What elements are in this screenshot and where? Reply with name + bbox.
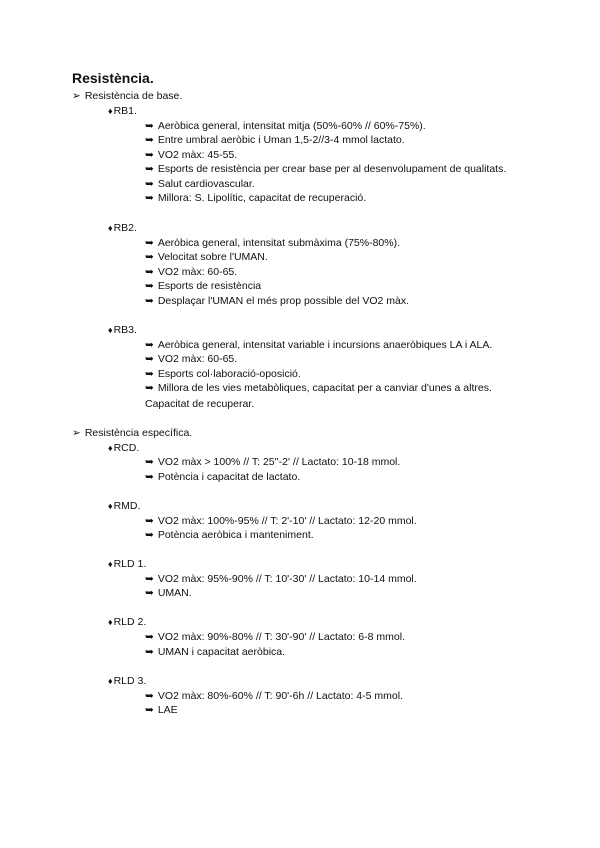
arrow-icon: ➥ <box>145 704 154 716</box>
item-heading-rld3 <box>108 675 146 687</box>
arrow-icon: ➥ <box>145 690 154 702</box>
item-heading-rcd <box>108 442 139 454</box>
arrowhead-icon: ➢ <box>72 427 81 439</box>
arrow-icon: ➥ <box>145 382 154 394</box>
list-item-text: VO2 màx: 100%-95% // T: 2'-10' // Lactato: 12-20 mmol. <box>157 515 417 527</box>
arrow-icon: ➥ <box>145 515 154 527</box>
item-label: RB1. <box>113 105 137 117</box>
continuation-text: Capacitat de recuperar. <box>145 398 255 410</box>
list-item <box>145 251 268 263</box>
list-item <box>145 163 506 175</box>
list-item <box>145 134 405 146</box>
list-item-text: VO2 màx: 90%-80% // T: 30'-90' // Lactato: 6-8 mmol. <box>157 631 405 643</box>
list-item <box>145 573 417 585</box>
list-item-text: UMAN. <box>157 587 192 599</box>
item-label: RB3. <box>113 324 137 336</box>
list-item-text: LAE <box>157 704 178 716</box>
list-item <box>145 149 237 161</box>
diamond-icon: ♦ <box>108 501 113 511</box>
list-item-text: Potència i capacitat de lactato. <box>157 471 301 483</box>
arrow-icon: ➥ <box>145 368 154 380</box>
list-item <box>145 280 261 292</box>
list-item-text: Potència aeròbica i manteniment. <box>157 529 314 541</box>
arrow-icon: ➥ <box>145 587 154 599</box>
list-item <box>145 295 409 307</box>
list-item-text: Entre umbral aeròbic i Uman 1,5-2//3-4 mmol lactato. <box>157 134 405 146</box>
diamond-icon: ♦ <box>108 106 113 116</box>
arrow-icon: ➥ <box>145 631 154 643</box>
list-item <box>145 471 300 483</box>
item-heading-rld2 <box>108 616 146 628</box>
list-item <box>145 704 178 716</box>
item-label: RB2. <box>113 222 137 234</box>
item-label: RCD. <box>113 442 140 454</box>
list-item <box>145 266 237 278</box>
diamond-icon: ♦ <box>108 223 113 233</box>
list-item-text: VO2 màx: 60-65. <box>157 266 238 278</box>
item-label: RLD 3. <box>113 675 147 687</box>
list-item <box>145 368 301 380</box>
list-item-text: VO2 màx: 80%-60% // T: 90'-6h // Lactato: 4-5 mmol. <box>157 690 403 702</box>
list-item-text: Velocitat sobre l'UMAN. <box>157 251 268 263</box>
arrow-icon: ➥ <box>145 573 154 585</box>
list-item-text: Aeròbica general, intensitat mitja (50%-60% // 60%-75%). <box>157 120 426 132</box>
arrow-icon: ➥ <box>145 456 154 468</box>
section-heading-base <box>72 90 182 102</box>
list-item <box>145 587 192 599</box>
list-item <box>145 529 314 541</box>
list-item-text: Esports col·laboració-oposició. <box>157 368 301 380</box>
list-item-text: Millora de les vies metabòliques, capacitat per a canviar d'unes a altres. <box>157 382 492 394</box>
list-item-text: VO2 màx: 60-65. <box>157 353 238 365</box>
page-title: Resistència. <box>72 70 154 86</box>
arrow-icon: ➥ <box>145 471 154 483</box>
arrow-icon: ➥ <box>145 149 154 161</box>
arrow-icon: ➥ <box>145 192 154 204</box>
arrow-icon: ➥ <box>145 339 154 351</box>
list-item <box>145 353 237 365</box>
diamond-icon: ♦ <box>108 676 113 686</box>
arrow-icon: ➥ <box>145 646 154 658</box>
arrow-icon: ➥ <box>145 266 154 278</box>
item-heading-rb3 <box>108 324 137 336</box>
item-label: RMD. <box>113 500 141 512</box>
item-heading-rb2 <box>108 222 137 234</box>
list-item <box>145 690 403 702</box>
list-item-text: Aeròbica general, intensitat variable i incursions anaeròbiques LA i ALA. <box>157 339 493 351</box>
arrow-icon: ➥ <box>145 280 154 292</box>
list-item-text: Esports de resistència per crear base per al desenvolupament de qualitats. <box>157 163 507 175</box>
list-item-text: VO2 màx: 95%-90% // T: 10'-30' // Lactato: 10-14 mmol. <box>157 573 417 585</box>
list-item <box>145 120 426 132</box>
list-item-text: VO2 màx > 100% // T: 25''-2' // Lactato: 10-18 mmol. <box>157 456 401 468</box>
arrowhead-icon: ➢ <box>72 90 81 102</box>
list-item-text: Aeròbica general, intensitat submàxima (75%-80%). <box>157 237 401 249</box>
item-heading-rld1 <box>108 558 146 570</box>
list-item-text: Desplaçar l'UMAN el més prop possible del VO2 màx. <box>157 295 409 307</box>
list-item <box>145 631 405 643</box>
diamond-icon: ♦ <box>108 559 113 569</box>
arrow-icon: ➥ <box>145 353 154 365</box>
list-item <box>145 515 417 527</box>
arrow-icon: ➥ <box>145 134 154 146</box>
list-item <box>145 178 255 190</box>
arrow-icon: ➥ <box>145 529 154 541</box>
list-item <box>145 237 400 249</box>
arrow-icon: ➥ <box>145 251 154 263</box>
list-item <box>145 646 285 658</box>
list-item-text: UMAN i capacitat aeròbica. <box>157 646 286 658</box>
item-heading-rmd <box>108 500 140 512</box>
list-item-text: Esports de resistència <box>157 280 262 292</box>
item-label: RLD 1. <box>113 558 147 570</box>
item-heading-rb1 <box>108 105 137 117</box>
list-item <box>145 456 400 468</box>
arrow-icon: ➥ <box>145 237 154 249</box>
section-label: Resistència de base. <box>84 90 183 102</box>
diamond-icon: ♦ <box>108 617 113 627</box>
arrow-icon: ➥ <box>145 295 154 307</box>
arrow-icon: ➥ <box>145 178 154 190</box>
diamond-icon: ♦ <box>108 325 113 335</box>
list-item-text: VO2 màx: 45-55. <box>157 149 238 161</box>
arrow-icon: ➥ <box>145 163 154 175</box>
diamond-icon: ♦ <box>108 443 113 453</box>
list-item <box>145 192 366 204</box>
list-item <box>145 339 492 351</box>
section-heading-specific <box>72 427 192 439</box>
list-item-text: Salut cardiovascular. <box>157 178 255 190</box>
list-item-text: Millora: S. Lipolític, capacitat de recuperació. <box>157 192 367 204</box>
item-label: RLD 2. <box>113 616 147 628</box>
list-item <box>145 382 492 394</box>
section-label: Resistència específica. <box>84 427 193 439</box>
arrow-icon: ➥ <box>145 120 154 132</box>
